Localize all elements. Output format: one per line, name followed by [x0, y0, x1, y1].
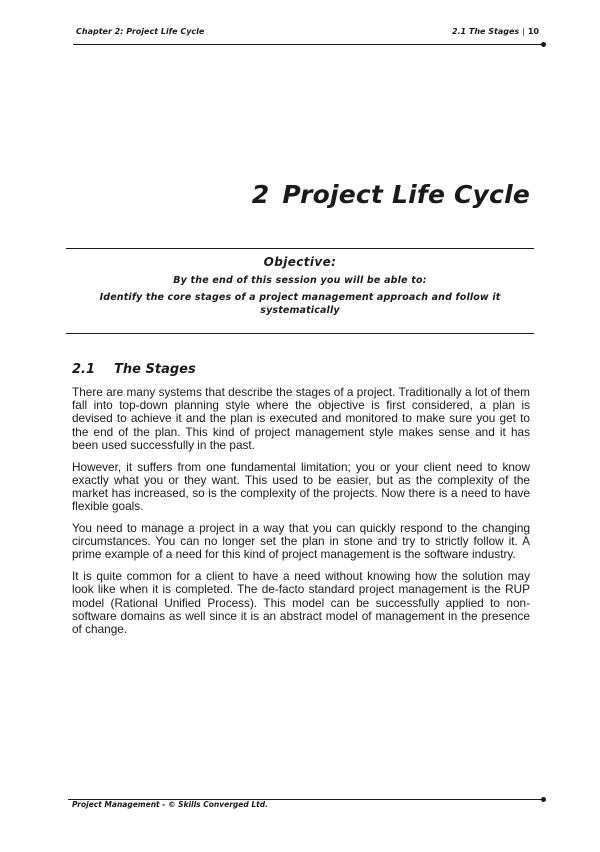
page-number: 10	[527, 27, 539, 36]
objective-heading: Objective:	[263, 255, 337, 269]
page-header	[73, 24, 543, 44]
header-section-info	[452, 27, 539, 36]
footer-text: Project Management - © Skills Converged Ltd.	[72, 800, 268, 809]
chapter-title-text: Project Life Cycle	[282, 180, 530, 209]
section-heading	[72, 362, 196, 377]
footer-rule-dot	[541, 797, 546, 802]
body-text	[72, 386, 530, 645]
header-section-label: 2.1 The Stages	[451, 27, 520, 36]
objective-goal: Identify the core stages of a project management approach and follow it systematically	[99, 292, 501, 316]
header-chapter-label: Chapter 2: Project Life Cycle	[76, 27, 205, 36]
paragraph: There are many systems that describe the stages of a project. Traditionally a lot of them fall into top-down planning style where the objective is first considered, a plan is devised to achieve it and the plan is executed and monitored to make sure you get to the end of the plan. This kind of project management style makes sense and it has been used successfully in the past.	[72, 385, 530, 452]
objective-box	[66, 248, 534, 334]
chapter-title	[252, 180, 530, 209]
section-number: 2.1	[72, 362, 96, 377]
chapter-number: 2	[251, 180, 270, 209]
section-title: The Stages	[114, 362, 196, 377]
objective-intro: By the end of this session you will be able to:	[173, 275, 427, 286]
header-rule-dot	[541, 42, 546, 47]
paragraph: You need to manage a project in a way that you can quickly respond to the changing circumstances. You can no longer set the plan in stone and try to strictly follow it. A prime example of a need for this kind of project management is the software industry.	[72, 521, 530, 562]
header-separator: |	[522, 27, 525, 36]
paragraph: However, it suffers from one fundamental limitation; you or your client need to know exactly what you or they want. This used to be easier, but as the complexity of the market has increased, so is the complexity of the projects. Now there is a need to have flexible goals.	[72, 459, 530, 514]
paragraph: It is quite common for a client to have a need without knowing how the solution may look like when it is completed. The de-facto standard project management is the RUP model (Rational Unified Process). This model can be successfully applied to non-software domains as well since it is an abstract model of management in the presence of change.	[72, 569, 530, 637]
footer-rule	[68, 799, 543, 800]
header-rule	[73, 44, 543, 45]
